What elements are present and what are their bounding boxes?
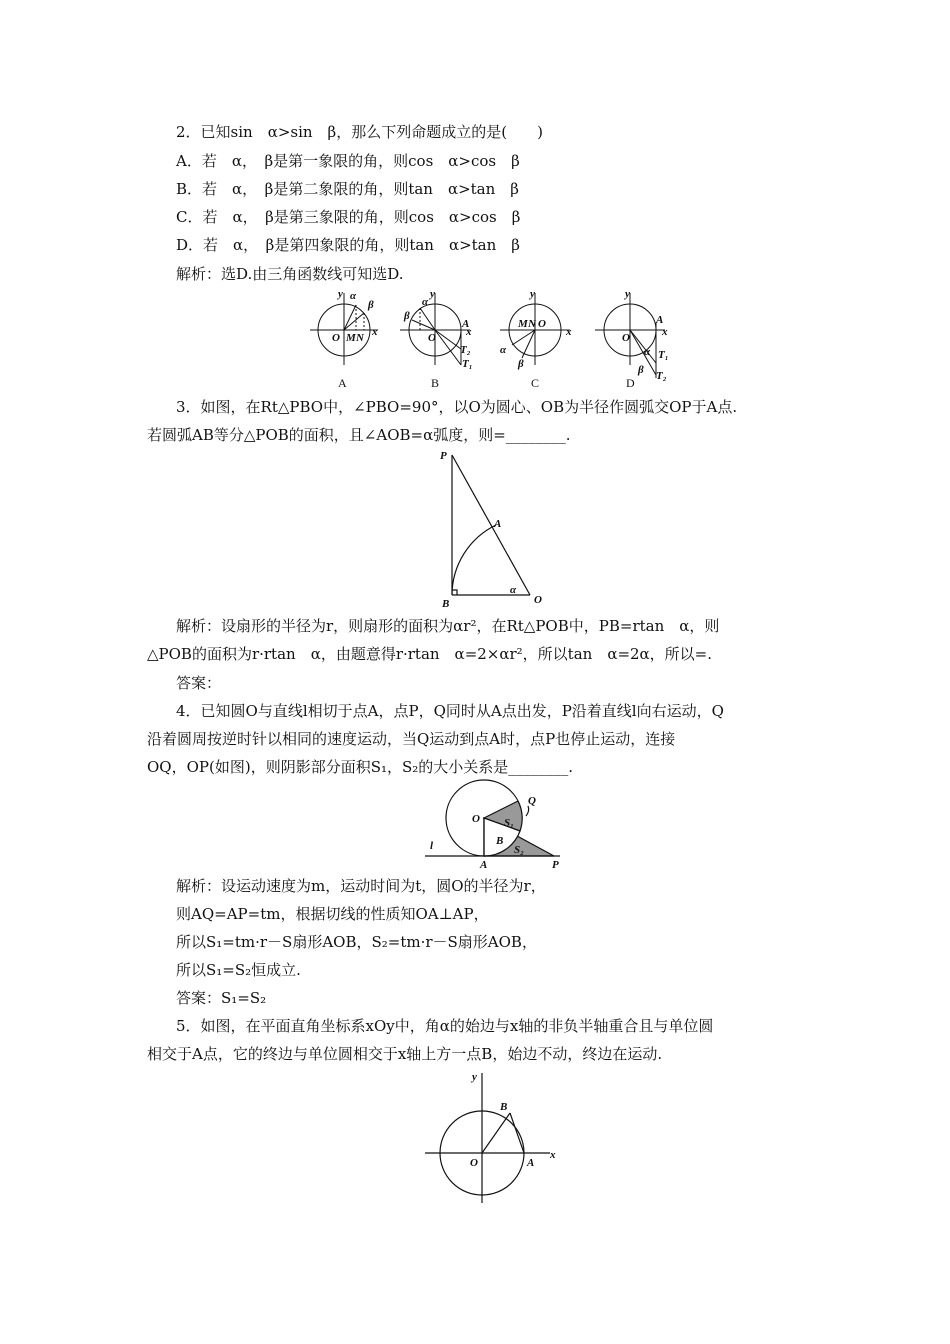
svg-text:y: y: [625, 288, 630, 300]
svg-text:α: α: [422, 296, 429, 308]
svg-text:M: M: [346, 332, 356, 344]
q2-figure-label-b: B: [431, 376, 440, 390]
svg-text:β: β: [638, 364, 644, 376]
svg-text:x: x: [372, 326, 378, 338]
svg-text:A: A: [494, 518, 502, 530]
svg-text:α: α: [500, 344, 507, 356]
svg-text:O: O: [534, 594, 542, 606]
q2-stem: 2．已知sin α>sin β，那么下列命题成立的是( ): [176, 123, 543, 141]
svg-text:P: P: [552, 859, 559, 871]
svg-text:y: y: [530, 288, 535, 300]
svg-text:A: A: [462, 318, 470, 330]
svg-text:α: α: [644, 346, 651, 358]
q2-option-a: A．若 α， β是第一象限的角，则cos α>cos β: [176, 152, 520, 170]
svg-text:M: M: [518, 318, 528, 330]
svg-text:y: y: [430, 288, 435, 300]
svg-text:N: N: [528, 318, 536, 330]
svg-text:x: x: [550, 1149, 556, 1161]
svg-text:T₁: T₁: [462, 358, 473, 370]
svg-text:O: O: [428, 332, 436, 344]
svg-text:T₁: T₁: [658, 349, 669, 361]
svg-text:x: x: [466, 326, 472, 338]
q5-stem-line1: 5．如图，在平面直角坐标系xOy中，角α的始边与x轴的非负半轴重合且与单位圆: [176, 1017, 714, 1035]
q4-analysis-line3: 所以S₁=tm·r－S扇形AOB，S₂=tm·r－S扇形AOB，: [176, 933, 537, 951]
q3-triangle-figure: [430, 445, 550, 610]
svg-text:y: y: [338, 288, 343, 300]
svg-text:x: x: [662, 326, 668, 338]
svg-text:T₂: T₂: [656, 370, 667, 382]
q2-figure-label-d: D: [626, 376, 635, 390]
svg-text:O: O: [622, 332, 630, 344]
svg-text:y: y: [472, 1071, 477, 1083]
q3-stem-line1: 3．如图，在Rt△PBO中，∠PBO=90°，以O为圆心、OB为半径作圆弧交OP于A点.: [176, 398, 738, 416]
svg-text:A: A: [656, 314, 664, 326]
q4-stem-line1: 4．已知圆O与直线l相切于点A，点P，Q同时从A点出发，P沿着直线l向右运动，Q: [176, 702, 724, 720]
svg-text:S₁: S₁: [504, 817, 514, 829]
q3-stem-line2: 若圆弧AB等分△POB的面积，且∠AOB=α弧度，则=________.: [147, 426, 571, 444]
q2-figure-label-c: C: [531, 376, 540, 390]
svg-text:A: A: [527, 1157, 535, 1169]
svg-text:α: α: [510, 584, 517, 596]
svg-text:P: P: [440, 450, 447, 462]
q4-stem-line3: OQ，OP(如图)，则阴影部分面积S₁，S₂的大小关系是________.: [147, 758, 574, 776]
q4-analysis-line1: 解析：设运动速度为m，运动时间为t，圆O的半径为r，: [176, 877, 546, 895]
svg-text:β: β: [404, 310, 410, 322]
q4-circle-tangent-figure: [420, 776, 580, 871]
svg-text:β: β: [518, 358, 524, 370]
q2-analysis: 解析：选D.由三角函数线可知选D.: [176, 265, 404, 283]
svg-text:B: B: [500, 1101, 508, 1113]
q2-figure-label-a: A: [338, 376, 347, 390]
svg-text:B: B: [442, 598, 450, 610]
svg-text:S₂: S₂: [514, 844, 524, 856]
q5-stem-line2: 相交于A点，它的终边与单位圆相交于x轴上方一点B，始边不动，终边在运动.: [147, 1045, 663, 1063]
q2-option-c: C．若 α， β是第三象限的角，则cos α>cos β: [176, 208, 521, 226]
q4-stem-line2: 沿着圆周按逆时针以相同的速度运动，当Q运动到点A时，点P也停止运动，连接: [147, 730, 676, 748]
svg-text:O: O: [332, 332, 340, 344]
q4-analysis-line4: 所以S₁=S₂恒成立.: [176, 961, 301, 979]
q3-analysis-line1: 解析：设扇形的半径为r，则扇形的面积为αr²，在Rt△POB中，PB=rtan α，则: [176, 617, 720, 635]
svg-text:l: l: [430, 840, 434, 852]
q3-answer: 答案：: [176, 674, 222, 692]
q4-answer: 答案：S₁=S₂: [176, 989, 267, 1007]
svg-text:O: O: [472, 813, 480, 825]
q4-analysis-line2: 则AQ=AP=tm，根据切线的性质知OA⊥AP，: [176, 905, 489, 923]
q2-option-b: B．若 α， β是第二象限的角，则tan α>tan β: [176, 180, 519, 198]
svg-text:x: x: [566, 326, 572, 338]
q5-unit-circle-figure: [420, 1068, 570, 1208]
svg-text:T₂: T₂: [460, 344, 471, 356]
q3-analysis-line2: △POB的面积为r·rtan α，由题意得r·rtan α=2×αr²，所以tan α=2α，所以=.: [147, 645, 713, 663]
svg-text:O: O: [470, 1157, 478, 1169]
svg-text:β: β: [368, 299, 374, 311]
svg-text:α: α: [350, 290, 357, 302]
svg-text:O: O: [538, 318, 546, 330]
svg-text:B: B: [496, 835, 504, 847]
svg-text:Q: Q: [528, 795, 536, 807]
svg-text:N: N: [356, 332, 364, 344]
svg-text:A: A: [480, 859, 488, 871]
q2-option-d: D．若 α， β是第四象限的角，则tan α>tan β: [176, 236, 520, 254]
